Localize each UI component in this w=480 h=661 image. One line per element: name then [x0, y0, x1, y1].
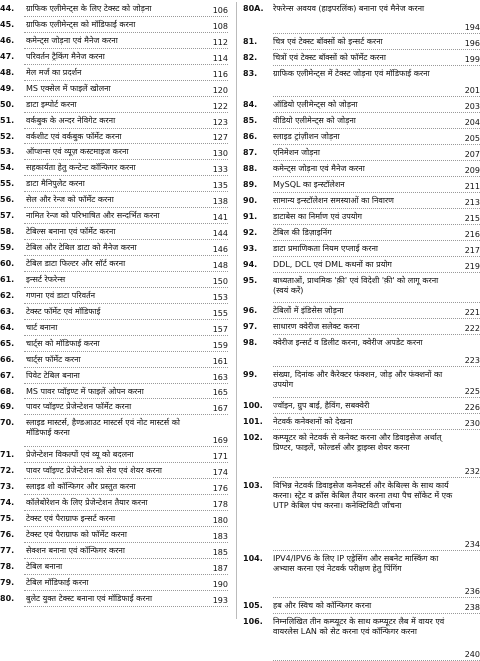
toc-entry-page: 234	[464, 540, 480, 549]
toc-entry-title: मेल मर्ज का प्रदर्शन	[26, 67, 82, 77]
toc-entry-title: क्वेरीज इन्सर्ट व डिलीट करना, क्वेरीज अपडेट करना	[273, 338, 423, 347]
toc-entry-title: डाटा इम्पोर्ट करना	[26, 99, 77, 109]
toc-entry-page: 196	[464, 39, 480, 48]
toc-entry-title: बाध्यताओं, प्राथमिक 'क़ी' एवं विदेशी 'क़ी' को लागू करना (स्वयं करें)	[273, 276, 439, 295]
toc-entry-number: 92.	[243, 228, 258, 237]
toc-entry-number: 59.	[0, 243, 15, 253]
toc-entry-title: ग्राफिक एलीमेन्ट्स को मॉडिफाई करना	[26, 19, 136, 29]
toc-entry-number: 86.	[243, 132, 258, 141]
toc-entry	[243, 430, 480, 478]
toc-entry-title: टेक्स्ट फॉर्मेट एवं मॉडिफाई	[26, 306, 101, 316]
toc-entry-number: 66.	[0, 354, 15, 364]
toc-entry-number: 75.	[0, 514, 15, 524]
toc-entry-number: 65.	[0, 338, 15, 348]
toc-entry-number: 69.	[0, 402, 15, 412]
toc-entry-page: 120	[212, 85, 228, 95]
toc-entry-title: चित्रों एवं टेक्स्ट बॉक्सों को फॉर्मेट करना	[273, 53, 386, 62]
toc-entry-page: 217	[464, 246, 480, 255]
toc-entry-page: 174	[212, 468, 228, 478]
toc-entry-title: इन्सर्ट रेफरेन्स	[26, 274, 66, 284]
toc-entry-title: टेबिल बनाना	[26, 561, 63, 571]
toc-entry-page: 161	[212, 356, 228, 366]
toc-entry-page: 221	[464, 308, 480, 317]
toc-entry-title: साधारण क्वेरीज सलेक्ट करना	[273, 322, 360, 331]
toc-entry-page: 123	[212, 117, 228, 127]
toc-entry-title: टेबिल की डिज़ाइनिंग	[273, 228, 332, 237]
toc-entry-title: डाटाबेस का निर्माण एवं उपयोग	[273, 212, 362, 221]
toc-entry-title: चित्र एवं टेक्स्ट बॉक्सों को इन्सर्ट करना	[273, 37, 383, 46]
toc-entry-page: 199	[464, 55, 480, 64]
toc-entry-title: कमेन्ट्स जोड़ना एवं मैनेज करना	[26, 35, 118, 45]
toc-entry	[243, 113, 480, 129]
toc-entry-number: 106.	[243, 617, 263, 626]
toc-entry-title: टेक्स्ट एवं पैराग्राफ इन्सर्ट करना	[26, 514, 116, 524]
toc-entry-title: टेबिल डाटा फिल्टर और सॉर्ट करना	[26, 259, 126, 268]
toc-entry	[0, 479, 228, 495]
toc-entry-number: 77.	[0, 545, 15, 555]
toc-entry	[243, 50, 480, 66]
toc-entry-number: 105.	[243, 601, 263, 610]
toc-entry-number: 56.	[0, 195, 15, 205]
toc-entry-page: 146	[212, 245, 228, 254]
toc-entry-title: नामित रेन्ज को परिभाषित और सन्दर्भित करना	[26, 211, 160, 221]
toc-entry-page: 108	[212, 21, 228, 31]
toc-entry-number: 89.	[243, 180, 258, 189]
toc-entry	[243, 66, 480, 97]
toc-entry-number: 99.	[243, 370, 258, 379]
toc-entry	[0, 384, 228, 400]
toc-entry	[0, 81, 228, 97]
toc-entry-page: 163	[212, 372, 228, 382]
toc-entry-title: स्लाइड ट्रांज़ीशन जोड़ना	[273, 132, 340, 141]
toc-entry	[0, 304, 228, 320]
toc-entry-number: 90.	[243, 196, 258, 205]
toc-entry	[243, 177, 480, 193]
toc-entry-title: कॉलेबोरेशन के लिए प्रेजेन्टेशन तैयार करना	[26, 498, 148, 508]
toc-entry-title: कम्प्यूटर को नेटवर्क से कनेक्ट करना और डिवाइसेज अर्थात् प्रिण्टर, फाइलें, फोल्डर्स और ड्राइव्स शेयर करना	[273, 433, 442, 452]
toc-entry-number: 50.	[0, 99, 15, 109]
toc-entry	[0, 336, 228, 352]
toc-entry	[0, 495, 228, 511]
toc-entry-page: 236	[464, 587, 480, 596]
toc-entry-number: 101.	[243, 417, 263, 426]
toc-entry-page: 155	[212, 308, 228, 318]
toc-entry	[243, 34, 480, 50]
toc-entry	[243, 414, 480, 430]
toc-entry-page: 116	[212, 69, 228, 79]
toc-entry-number: 64.	[0, 322, 15, 332]
toc-entry-title: चार्ट्स फॉर्मेट करना	[26, 354, 81, 364]
toc-entry	[0, 129, 228, 145]
toc-entry	[0, 208, 228, 224]
toc-entry-page: 225	[464, 387, 480, 396]
toc-entry-number: 82.	[243, 53, 258, 62]
toc-entry	[0, 352, 228, 368]
toc-entry	[0, 575, 228, 591]
toc-entry	[243, 1, 480, 34]
toc-entry-page: 230	[464, 419, 480, 428]
toc-entry-title: पावर प्वॉइण्ट प्रेजेन्टेशन को सेव एवं शेयर करना	[26, 466, 163, 476]
toc-entry-page: 205	[464, 134, 480, 143]
toc-entry	[0, 192, 228, 208]
toc-entry-number: 91.	[243, 212, 258, 221]
toc-entry-title: IPV4/IPV6 के लिए IP एड्रेसिंग और सबनेट मास्किंग का अभ्यास करना एवं नेटवर्क परीक्षण हेतु पिंगिंग	[273, 554, 439, 573]
toc-entry	[243, 598, 480, 614]
toc-entry-title: डाटा प्रमाणिकता नियम एप्लाई करना	[273, 244, 378, 253]
toc-entry	[0, 240, 228, 256]
toc-entry-number: 78.	[0, 561, 15, 571]
toc-entry	[243, 478, 480, 551]
toc-entry-page: 133	[212, 165, 228, 175]
toc-entry-number: 84.	[243, 100, 258, 109]
toc-entry-page: 203	[464, 102, 480, 111]
toc-entry-page: 176	[212, 484, 228, 494]
toc-entry-title: ग्राफिक एलीमेन्ट्स में टेक्स्ट जोड़ना एवं मॉडिफाई करना	[273, 69, 430, 78]
toc-entry	[0, 17, 228, 33]
toc-entry-page: 209	[464, 166, 480, 175]
toc-entry	[0, 256, 228, 272]
toc-entry-page: 223	[464, 356, 480, 365]
toc-entry-number: 87.	[243, 148, 258, 157]
toc-entry-number: 68.	[0, 386, 15, 396]
toc-entry-number: 95.	[243, 276, 258, 285]
toc-entry	[243, 273, 480, 303]
toc-entry-page: 194	[464, 23, 480, 32]
toc-entry	[0, 272, 228, 288]
toc-entry-page: 201	[464, 86, 480, 95]
toc-entry-number: 98.	[243, 338, 258, 347]
toc-entry-page: 232	[464, 467, 480, 476]
toc-entry-number: 57.	[0, 211, 15, 221]
toc-entry-title: पावर प्वॉइण्ट प्रेजेन्टेशन फॉर्मेट करना	[26, 402, 132, 412]
toc-entry	[0, 511, 228, 527]
toc-entry-title: टेबिल और टेबिल डाटा को मैनेज करना	[26, 243, 137, 253]
toc-entry-number: 45.	[0, 19, 15, 29]
toc-entry-title: सेक्शन बनाना एवं कॉन्फिगर करना	[26, 545, 125, 555]
toc-entry-title: स्लाइड शो कॉन्फिगर और प्रस्तुत करना	[26, 482, 136, 492]
toc-entry	[243, 367, 480, 398]
toc-entry-page: 187	[212, 563, 228, 573]
toc-entry	[0, 320, 228, 336]
toc-entry-title: ग्राफिक एलीमेन्ट्स के लिए टेक्स्ट को जोड़ना	[26, 4, 152, 13]
toc-right-column	[243, 1, 480, 661]
toc-entry-title: वीडियो एलीमेन्ट्स को जोड़ना	[273, 116, 356, 125]
toc-entry-number: 62.	[0, 290, 15, 300]
toc-entry-title: ऑडियो एलीमेन्ट्स को जोड़ना	[273, 100, 358, 109]
toc-entry-title: रेफरेन्स अवयव (हाइपरलिंक) बनाना एवं मैनेज करना	[273, 4, 425, 13]
column-divider	[236, 2, 237, 619]
toc-entry-title: वर्कशीट एवं वर्कबुक फॉर्मेट करना	[26, 131, 122, 141]
toc-entry-title: गणना एवं डाटा परिवर्तन	[26, 290, 96, 300]
toc-entry-page: 144	[212, 229, 228, 239]
toc-entry-number: 58.	[0, 227, 15, 237]
toc-entry-number: 88.	[243, 164, 258, 173]
toc-entry	[0, 368, 228, 384]
toc-entry-page: 122	[212, 101, 228, 111]
toc-dotted-rule	[24, 606, 228, 607]
toc-entry-number: 48.	[0, 67, 15, 77]
toc-entry-page: 150	[212, 276, 228, 286]
toc-entry	[0, 49, 228, 65]
toc-entry	[0, 447, 228, 463]
toc-entry	[243, 193, 480, 209]
toc-entry-title: टेक्स्ट एवं पैराग्राफ को फॉर्मेट करना	[26, 529, 127, 539]
toc-entry-number: 72.	[0, 466, 15, 476]
toc-entry	[0, 33, 228, 49]
toc-entry-page: 204	[464, 118, 480, 127]
toc-entry	[0, 224, 228, 240]
toc-entry	[243, 398, 480, 414]
toc-entry-title: सहकार्यता हेतु कन्टेन्ट कॉन्फिगर करना	[26, 163, 136, 173]
toc-entry	[0, 144, 228, 160]
toc-entry	[0, 399, 228, 415]
toc-entry-title: निम्नलिखित तीन कम्प्यूटर के साथ कम्प्यूटर लैब में वायर एवं वायरलेस LAN को सेट करना एवं कॉन्फिगर करना	[273, 617, 445, 636]
toc-entry	[0, 176, 228, 192]
toc-entry-title: संख्या, दिनांक और कैरेक्टर फंक्शन, जोड़ और फंक्शनों का उपयोग	[273, 370, 443, 389]
toc-entry-title: परिवर्तन ट्रैकिंग मैनेज करना	[26, 51, 105, 61]
toc-left-column	[0, 1, 228, 607]
toc-entry-page: 127	[212, 133, 228, 143]
toc-entry-page: 130	[212, 149, 228, 159]
toc-entry	[243, 335, 480, 367]
toc-entry-title: MS पावर प्वॉइण्ट में फाइलें ओपन करना	[26, 386, 144, 396]
toc-entry-title: MS एक्सेल में फाइलें खोलना	[26, 83, 111, 93]
toc-entry-page: 219	[464, 262, 480, 271]
toc-entry-page: 148	[212, 260, 228, 270]
toc-entry-number: 60.	[0, 259, 15, 268]
toc-entry-page: 238	[464, 603, 480, 612]
toc-entry-page: 135	[212, 181, 228, 191]
toc-entry	[243, 225, 480, 241]
toc-entry-page: 167	[212, 404, 228, 414]
toc-entry-page: 171	[212, 452, 228, 462]
toc-entry-number: 83.	[243, 69, 258, 78]
toc-entry	[243, 319, 480, 335]
toc-entry-title: नेटवर्क कनेक्शनों को देखना	[273, 417, 353, 426]
toc-entry-page: 180	[212, 515, 228, 525]
toc-entry-title: DDL, DCL एवं DML कथनों का प्रयोग	[273, 260, 392, 269]
toc-entry-title: चार्ट्स को मॉडिफाई करना	[26, 338, 100, 348]
toc-entry-title: टेबिलों में इंडिसेस जोड़ना	[273, 306, 344, 315]
toc-entry-page: 153	[212, 292, 228, 302]
toc-entry	[0, 160, 228, 176]
toc-entry-title: डाटा मैनिपुलेट करना	[26, 179, 85, 189]
toc-entry-number: 81.	[243, 37, 258, 46]
toc-entry-number: 49.	[0, 83, 15, 93]
toc-entry	[243, 161, 480, 177]
toc-entry-number: 103.	[243, 481, 263, 490]
toc-entry	[243, 551, 480, 598]
toc-entry-page: 226	[464, 403, 480, 412]
toc-entry-page: 178	[212, 500, 228, 510]
toc-entry-title: चार्ट बनाना	[26, 322, 58, 332]
toc-entry-number: 46.	[0, 35, 15, 45]
toc-entry	[0, 65, 228, 81]
toc-entry-number: 71.	[0, 450, 15, 460]
toc-entry	[243, 303, 480, 319]
toc-entry-page: 190	[212, 579, 228, 589]
toc-entry-number: 74.	[0, 498, 15, 508]
toc-entry-title: ज्वॉइन, ग्रुप बाई, हैविंग, सबक्वेरी	[273, 401, 370, 410]
toc-entry-title: विभिन्न नेटवर्क डिवाइसेज कनेक्टर्स और केबिल्स के साथ कार्य करना। स्ट्रेट व क्रॉस केबिल तैयार करना तथा पैच सॉकेट में एक UTP केबिल पंच करना। कनेक्टिविटी जाँचना	[273, 481, 453, 510]
toc-entry-number: 55.	[0, 179, 15, 189]
toc-entry	[0, 527, 228, 543]
toc-entry	[0, 415, 228, 447]
toc-entry	[0, 97, 228, 113]
toc-entry-number: 94.	[243, 260, 258, 269]
toc-entry-page: 157	[212, 324, 228, 334]
toc-entry-title: MySQL का इन्स्टॉलेशन	[273, 180, 345, 189]
toc-entry-page: 211	[464, 182, 480, 191]
toc-entry-title: प्रेजेन्टेशन विकल्पों एवं व्यू को बदलना	[26, 450, 134, 460]
toc-entry	[243, 257, 480, 273]
toc-entry-number: 79.	[0, 577, 15, 587]
toc-entry	[0, 1, 228, 17]
toc-entry-page: 215	[464, 214, 480, 223]
toc-entry-page: 169	[212, 436, 228, 446]
toc-entry-title: टेबिल्स बनाना एवं फॉर्मेट करना	[26, 227, 116, 237]
toc-entry-page: 165	[212, 388, 228, 398]
toc-entry-page: 112	[212, 37, 228, 47]
toc-entry	[0, 463, 228, 479]
toc-entry-title: वर्कबुक के अन्दर नेविगेट करना	[26, 115, 116, 125]
toc-entry-page: 106	[212, 5, 228, 15]
toc-entry-page: 185	[212, 547, 228, 557]
toc-entry-number: 100.	[243, 401, 263, 410]
toc-entry-number: 54.	[0, 163, 15, 173]
toc-entry	[243, 209, 480, 225]
toc-entry-title: स्लाइड मास्टर्स, हैण्डआउट मास्टर्स एवं नोट मास्टर्स को मॉडिफाई करना	[26, 418, 180, 438]
toc-entry-number: 76.	[0, 529, 15, 539]
toc-entry-title: हब और स्विच को कॉन्फिगर करना	[273, 601, 372, 610]
toc-entry-number: 52.	[0, 131, 15, 141]
toc-entry	[0, 288, 228, 304]
toc-entry-title: कमेन्ट्स जोड़ना एवं मैनेज करना	[273, 164, 365, 173]
toc-entry-page: 114	[212, 53, 228, 63]
toc-entry	[243, 97, 480, 113]
toc-entry	[243, 129, 480, 145]
toc-entry-page: 222	[464, 324, 480, 333]
toc-entry-number: 104.	[243, 554, 263, 563]
toc-entry-number: 67.	[0, 370, 15, 380]
toc-entry-number: 70.	[0, 418, 15, 428]
toc-entry	[243, 614, 480, 661]
toc-entry-title: सामान्य इन्स्टॉलेशन समस्याओं का निवारण	[273, 196, 394, 205]
toc-entry-number: 73.	[0, 482, 15, 492]
toc-entry-page: 159	[212, 340, 228, 350]
toc-entry-title: ऑप्शन्स एवं व्यूज़ कस्टमाइज करना	[26, 147, 129, 157]
toc-entry	[0, 113, 228, 129]
toc-entry-number: 44.	[0, 4, 15, 13]
toc-entry-page: 183	[212, 531, 228, 541]
toc-entry-number: 85.	[243, 116, 258, 125]
toc-entry-number: 51.	[0, 115, 15, 125]
toc-entry-title: टेबिल मॉडिफाई करना	[26, 577, 89, 587]
toc-entry-page: 141	[212, 213, 228, 223]
toc-entry-number: 102.	[243, 433, 263, 442]
toc-entry-number: 80A.	[243, 4, 264, 13]
toc-entry-title: एनिमेशन जोड़ना	[273, 148, 320, 157]
toc-entry-page: 216	[464, 230, 480, 239]
toc-entry-title: बुलेट युक्त टेक्स्ट बनाना एवं मॉडिफाई करना	[26, 593, 153, 603]
toc-entry-number: 96.	[243, 306, 258, 315]
toc-entry	[0, 591, 228, 607]
toc-entry-page: 213	[464, 198, 480, 207]
toc-entry-page: 193	[212, 595, 228, 605]
toc-entry-number: 93.	[243, 244, 258, 253]
toc-entry	[0, 559, 228, 575]
toc-entry-page: 138	[212, 197, 228, 207]
toc-entry	[243, 241, 480, 257]
toc-entry-number: 61.	[0, 274, 15, 284]
toc-entry	[243, 145, 480, 161]
toc-entry-number: 53.	[0, 147, 15, 157]
toc-entry-page: 207	[464, 150, 480, 159]
toc-entry-number: 63.	[0, 306, 15, 316]
toc-entry-number: 47.	[0, 51, 15, 61]
toc-entry-page: 240	[464, 650, 480, 659]
toc-entry-title: सेल और रेन्ज को फॉर्मेट करना	[26, 195, 114, 205]
toc-entry-number: 80.	[0, 593, 15, 603]
toc-entry	[0, 543, 228, 559]
toc-entry-title: पिवेट टेबिल बनाना	[26, 370, 80, 380]
toc-entry-number: 97.	[243, 322, 258, 331]
